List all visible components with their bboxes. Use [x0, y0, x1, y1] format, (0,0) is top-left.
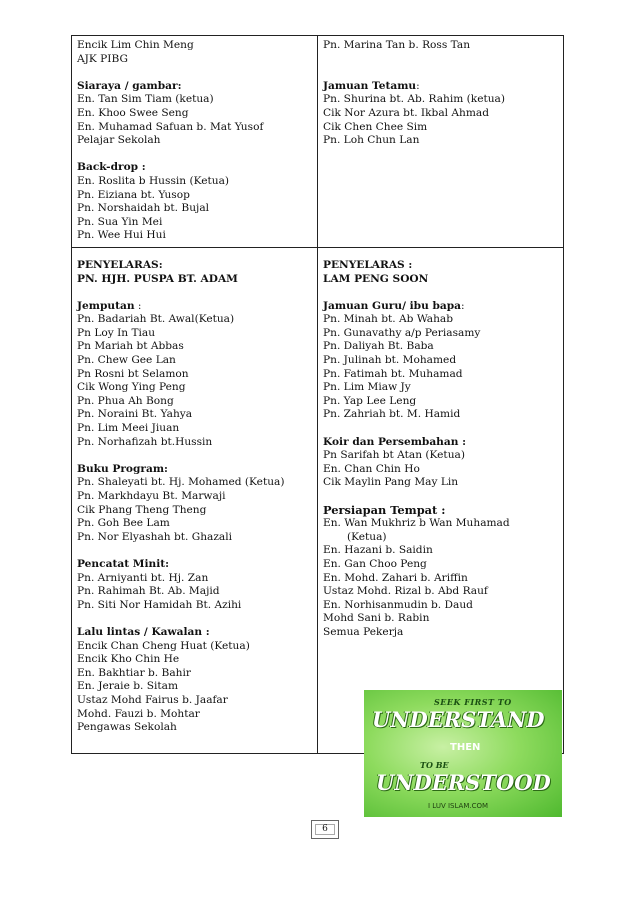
list-item: Pn. Fatimah bt. Muhamad: [323, 367, 463, 380]
list-item: Pn. Noraini Bt. Yahya: [77, 408, 193, 421]
list-item: Pn. Daliyah Bt. Baba: [323, 340, 434, 353]
list-item: Pn. Markhdayu Bt. Marwaji: [77, 490, 226, 502]
section-heading: Siaraya / gambar:: [77, 79, 182, 92]
list-item: Cik Chen Chee Sim: [323, 120, 428, 133]
list-item: Pn. Goh Bee Lam: [77, 517, 170, 530]
list-item: Pn. Julinah bt. Mohamed: [323, 354, 457, 367]
table-row: [72, 36, 564, 248]
section-heading-label: Jemputan: [77, 299, 135, 312]
list-item: Pn. Siti Nor Hamidah Bt. Azihi: [77, 598, 242, 611]
motivational-banner: [364, 690, 562, 817]
list-item: Pn. Norhafizah bt.Hussin: [77, 435, 213, 448]
list-item: En. Bakhtiar b. Bahir: [77, 666, 191, 679]
list-item: Pn. Gunavathy a/p Periasamy: [323, 326, 481, 339]
list-item: Encik Lim Chin Meng: [77, 39, 194, 51]
list-item: Mohd Sani b. Rabin: [323, 612, 430, 625]
section-heading: [77, 300, 313, 314]
list-item: En. Jeraie b. Sitam: [77, 680, 178, 693]
list-item: (Ketua): [347, 530, 387, 543]
list-item: Ustaz Mohd Fairus b. Jaafar: [77, 693, 228, 706]
list-item: Encik Chan Cheng Huat (Ketua): [77, 639, 250, 652]
list-item: Pn. Eiziana bt. Yusop: [77, 188, 190, 201]
coordinator-name: PN. HJH. PUSPA BT. ADAM: [77, 272, 238, 285]
list-item: Ustaz Mohd. Rizal b. Abd Rauf: [323, 585, 488, 598]
page-number-value: 6: [322, 824, 328, 834]
list-item: En. Roslita b Hussin (Ketua): [77, 174, 230, 187]
list-item: Pn. Phua Ah Bong: [77, 394, 174, 407]
list-item: Pn. Loh Chun Lan: [323, 134, 420, 147]
list-item: Pn. Lim Miaw Jy: [323, 381, 411, 394]
list-item: En. Wan Mukhriz b Wan Muhamad: [323, 517, 510, 530]
list-item: Pn Mariah bt Abbas: [77, 340, 184, 353]
cell-row1-left: [72, 36, 318, 248]
banner-understand-text: UNDERSTAND: [372, 707, 545, 732]
section-heading: [323, 300, 559, 314]
list-item: Pn Rosni bt Selamon: [77, 367, 189, 380]
list-item: Pn. Zahriah bt. M. Hamid: [323, 408, 461, 421]
coordinator-label: PENYELARAS :: [323, 258, 413, 271]
section-heading: Back-drop :: [77, 161, 146, 174]
cell-row2-right: [318, 247, 564, 753]
section-heading-suffix: :: [416, 79, 420, 92]
committee-table: [71, 35, 564, 754]
section-heading-suffix: :: [134, 299, 142, 312]
section-heading: Koir dan Persembahan :: [323, 435, 467, 448]
list-item: Pengawas Sekolah: [77, 721, 177, 734]
banner-then-text: THEN: [450, 742, 481, 753]
list-item: En. Gan Choo Peng: [323, 557, 427, 570]
list-item: Pn. Chew Gee Lan: [77, 354, 176, 367]
section-heading: Buku Program:: [77, 462, 168, 475]
list-item: Pn. Minah bt. Ab Wahab: [323, 313, 454, 326]
coordinator-name: LAM PENG SOON: [323, 272, 429, 285]
list-item: Cik Maylin Pang May Lin: [323, 476, 459, 489]
list-item: Cik Wong Ying Peng: [77, 381, 186, 394]
list-item: Pn. Wee Hui Hui: [77, 229, 166, 242]
list-item: AJK PIBG: [77, 52, 128, 65]
list-item: Cik Nor Azura bt. Ikbal Ahmad: [323, 106, 490, 119]
section-heading: [323, 80, 559, 94]
list-item: En. Tan Sim Tiam (ketua): [77, 93, 214, 106]
section-heading: Pencatat Minit:: [77, 557, 170, 570]
list-item: Pelajar Sekolah: [77, 134, 161, 147]
list-item: Pn. Norshaidah bt. Bujal: [77, 202, 210, 215]
coordinator-label: PENYELARAS:: [77, 258, 163, 271]
list-item: En. Chan Chin Ho: [323, 462, 420, 475]
list-item: Semua Pekerja: [323, 625, 404, 638]
cell-row1-right: [318, 36, 564, 248]
list-item: Pn Sarifah bt Atan (Ketua): [323, 449, 465, 462]
table-row: [72, 247, 564, 753]
list-item: Pn. Shurina bt. Ab. Rahim (ketua): [323, 93, 505, 106]
banner-seek-text: SEEK FIRST TO: [434, 697, 512, 707]
section-heading-suffix: :: [461, 299, 465, 312]
list-item: Pn. Lim Meei Jiuan: [77, 422, 180, 435]
list-item: En. Norhisanmudin b. Daud: [323, 598, 473, 611]
list-item: En. Hazani b. Saidin: [323, 544, 433, 557]
list-item: Pn. Arniyanti bt. Hj. Zan: [77, 571, 209, 584]
banner-understood-text: UNDERSTOOD: [376, 770, 551, 795]
list-item: Pn. Rahimah Bt. Ab. Majid: [77, 585, 220, 598]
list-item: Mohd. Fauzi b. Mohtar: [77, 707, 200, 720]
list-item: En. Muhamad Safuan b. Mat Yusof: [77, 120, 264, 133]
list-item: Pn. Marina Tan b. Ross Tan: [323, 39, 471, 51]
list-item: Cik Phang Theng Theng: [77, 503, 207, 516]
list-item: Encik Kho Chin He: [77, 653, 180, 666]
banner-tobe-text: TO BE: [420, 760, 449, 770]
list-item: En. Mohd. Zahari b. Ariffin: [323, 571, 468, 584]
banner-site-text: I LUV ISLAM.COM: [428, 802, 489, 810]
section-heading: Persiapan Tempat :: [323, 502, 446, 517]
list-item: En. Khoo Swee Seng: [77, 106, 189, 119]
list-item: Pn. Badariah Bt. Awal(Ketua): [77, 313, 235, 326]
cell-row2-left: [72, 247, 318, 753]
section-heading-label: Jamuan Tetamu: [323, 79, 417, 92]
page-number: [311, 820, 339, 839]
list-item: Pn. Yap Lee Leng: [323, 394, 417, 407]
list-item: Pn. Shaleyati bt. Hj. Mohamed (Ketua): [77, 476, 285, 489]
list-item: Pn. Nor Elyashah bt. Ghazali: [77, 530, 233, 543]
section-heading: Lalu lintas / Kawalan :: [77, 625, 210, 638]
list-item: Pn. Sua Yin Mei: [77, 215, 163, 228]
section-heading-label: Jamuan Guru/ ibu bapa: [323, 299, 461, 312]
list-item: Pn Loy In Tiau: [77, 326, 156, 339]
